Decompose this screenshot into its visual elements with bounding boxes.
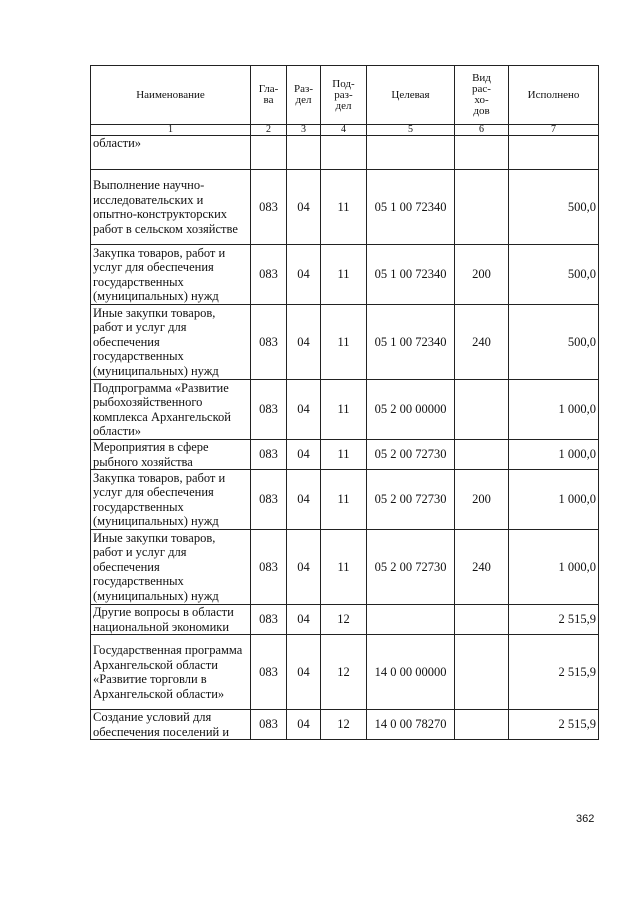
cell-ispolneno: 2 515,9 [509,635,599,710]
cell-vid-rashodov [455,605,509,635]
column-number: 5 [367,125,455,136]
cell-ispolneno: 500,0 [509,305,599,380]
cell-ispolneno: 500,0 [509,170,599,245]
cell-celevaya [367,605,455,635]
cell-celevaya: 05 2 00 72730 [367,440,455,470]
cell-podrazdel: 11 [321,380,367,440]
cell-glava: 083 [251,710,287,740]
cell-vid-rashodov [455,635,509,710]
cell-ispolneno: 1 000,0 [509,530,599,605]
cell-glava: 083 [251,170,287,245]
cell-celevaya: 05 1 00 72340 [367,245,455,305]
cell-glava: 083 [251,530,287,605]
cell-glava: 083 [251,635,287,710]
header-name: Наименование [91,66,251,125]
cell-razdel: 04 [287,305,321,380]
table-header [91,66,599,136]
cell-name: Государственная программа Архангельской области «Развитие торговли в Архангельской области» [91,635,251,710]
cell-glava [251,136,287,170]
column-number: 3 [287,125,321,136]
cell-razdel: 04 [287,470,321,530]
table-row [91,136,599,170]
cell-glava: 083 [251,440,287,470]
cell-ispolneno: 1 000,0 [509,470,599,530]
budget-table [90,65,599,740]
cell-ispolneno: 2 515,9 [509,605,599,635]
cell-razdel: 04 [287,710,321,740]
cell-podrazdel: 11 [321,245,367,305]
table-row [91,245,599,305]
table-row [91,380,599,440]
table-body [91,136,599,740]
cell-podrazdel: 11 [321,305,367,380]
cell-razdel: 04 [287,380,321,440]
cell-celevaya: 05 2 00 72730 [367,470,455,530]
cell-razdel: 04 [287,245,321,305]
cell-ispolneno [509,136,599,170]
cell-vid-rashodov [455,170,509,245]
column-number: 7 [509,125,599,136]
cell-vid-rashodov: 200 [455,470,509,530]
cell-name: Закупка товаров, работ и услуг для обеспечения государственных (муниципальных) нужд [91,245,251,305]
cell-name: Закупка товаров, работ и услуг для обеспечения государственных (муниципальных) нужд [91,470,251,530]
cell-celevaya: 14 0 00 78270 [367,710,455,740]
cell-celevaya: 05 1 00 72340 [367,305,455,380]
cell-razdel: 04 [287,440,321,470]
header-vid-rashodov: Вид рас- хо- дов [455,66,509,125]
table-row [91,710,599,740]
cell-celevaya: 14 0 00 00000 [367,635,455,710]
cell-ispolneno: 2 515,9 [509,710,599,740]
cell-glava: 083 [251,245,287,305]
cell-podrazdel: 11 [321,530,367,605]
table-row [91,605,599,635]
cell-vid-rashodov: 240 [455,305,509,380]
cell-podrazdel: 11 [321,170,367,245]
cell-name: Иные закупки товаров, работ и услуг для обеспечения государственных (муниципальных) нужд [91,305,251,380]
header-ispolneno: Исполнено [509,66,599,125]
cell-celevaya: 05 2 00 72730 [367,530,455,605]
table-row [91,530,599,605]
cell-glava: 083 [251,380,287,440]
table-row [91,635,599,710]
cell-razdel: 04 [287,635,321,710]
cell-razdel: 04 [287,530,321,605]
header-podrazdel: Под- раз- дел [321,66,367,125]
header-razdel: Раз- дел [287,66,321,125]
cell-name: Другие вопросы в области национальной экономики [91,605,251,635]
cell-podrazdel: 11 [321,470,367,530]
cell-glava: 083 [251,470,287,530]
header-celevaya: Целевая [367,66,455,125]
column-number: 1 [91,125,251,136]
cell-celevaya: 05 2 00 00000 [367,380,455,440]
cell-razdel [287,136,321,170]
cell-celevaya [367,136,455,170]
cell-glava: 083 [251,605,287,635]
cell-name: Подпрограмма «Развитие рыбохозяйственного комплекса Архангельской области» [91,380,251,440]
cell-vid-rashodov [455,710,509,740]
cell-name: Выполнение научно-исследовательских и опытно-конструкторских работ в сельском хозяйстве [91,170,251,245]
cell-ispolneno: 1 000,0 [509,380,599,440]
table-row [91,305,599,380]
table-row [91,170,599,245]
cell-razdel: 04 [287,170,321,245]
cell-glava: 083 [251,305,287,380]
cell-podrazdel: 12 [321,605,367,635]
cell-podrazdel: 12 [321,710,367,740]
cell-ispolneno: 500,0 [509,245,599,305]
cell-vid-rashodov: 240 [455,530,509,605]
column-number-row [91,125,599,136]
cell-vid-rashodov [455,380,509,440]
column-number: 6 [455,125,509,136]
header-row [91,66,599,125]
table-row [91,470,599,530]
table-row [91,440,599,470]
cell-name: области» [91,136,251,170]
cell-name: Создание условий для обеспечения поселений и [91,710,251,740]
cell-vid-rashodov [455,440,509,470]
cell-celevaya: 05 1 00 72340 [367,170,455,245]
column-number: 4 [321,125,367,136]
cell-name: Мероприятия в сфере рыбного хозяйства [91,440,251,470]
cell-ispolneno: 1 000,0 [509,440,599,470]
cell-podrazdel: 12 [321,635,367,710]
cell-podrazdel [321,136,367,170]
cell-name: Иные закупки товаров, работ и услуг для обеспечения государственных (муниципальных) нужд [91,530,251,605]
cell-podrazdel: 11 [321,440,367,470]
column-number: 2 [251,125,287,136]
page-number: 362 [576,813,595,825]
cell-razdel: 04 [287,605,321,635]
header-glava: Гла- ва [251,66,287,125]
cell-vid-rashodov [455,136,509,170]
cell-vid-rashodov: 200 [455,245,509,305]
